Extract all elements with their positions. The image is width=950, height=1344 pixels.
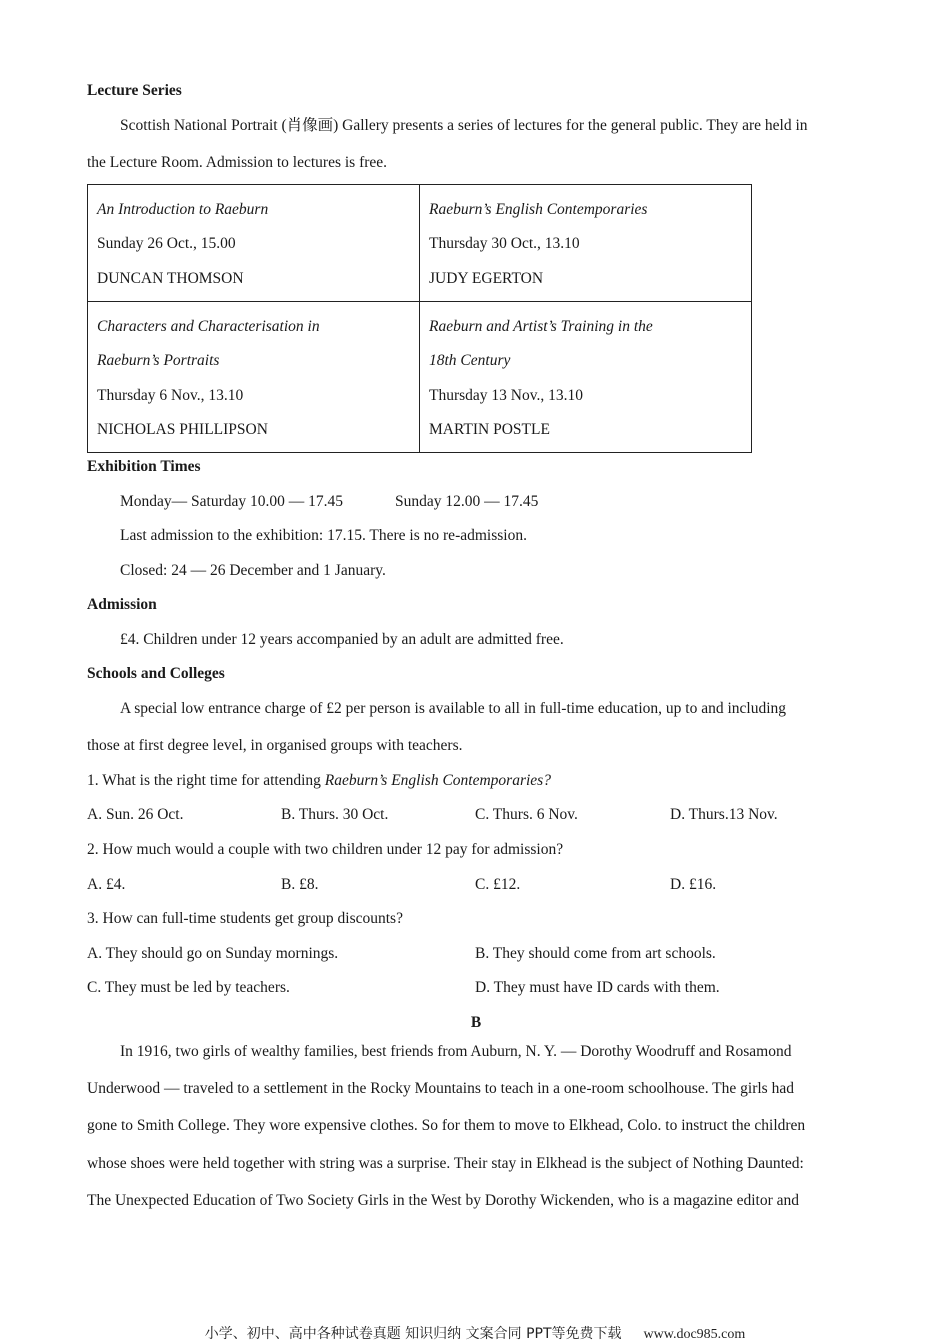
page-footer [0, 1323, 950, 1343]
lecture-intro-line-1: Scottish National Portrait (肖像画) Gallery presents a series of lectures for the general public. They are held in [120, 117, 808, 134]
lecture-title-cont: 18th Century [429, 352, 511, 369]
q2-option-a: A. £4. [87, 876, 126, 893]
exhibition-closed: Closed: 24 — 26 December and 1 January. [120, 562, 386, 579]
passage-line-1: In 1916, two girls of wealthy families, best friends from Auburn, N. Y. — Dorothy Woodruff and Rosamond [120, 1043, 792, 1060]
schools-line-2: those at first degree level, in organised groups with teachers. [87, 737, 463, 754]
q1-option-b: B. Thurs. 30 Oct. [281, 806, 389, 823]
lecture-speaker: NICHOLAS PHILLIPSON [97, 421, 268, 438]
lecture-title: Raeburn and Artist’s Training in the [429, 317, 653, 335]
lecture-cell [420, 302, 752, 453]
q1-option-a: A. Sun. 26 Oct. [87, 806, 184, 823]
section-b-heading: B [470, 1014, 482, 1031]
table-row [88, 185, 752, 302]
lecture-cell [420, 185, 752, 302]
schools-line-1: A special low entrance charge of £2 per person is available to all in full-time education, up to and including [120, 700, 787, 717]
lecture-cell [88, 185, 420, 302]
q3-option-a: A. They should go on Sunday mornings. [87, 945, 339, 962]
footer-text: 小学、初中、高中各种试卷真题 知识归纳 文案合同 PPT等免费下载 [204, 1326, 622, 1342]
q3-option-d: D. They must have ID cards with them. [475, 979, 720, 996]
lecture-speaker: MARTIN POSTLE [429, 421, 550, 438]
lecture-title: An Introduction to Raeburn [97, 200, 269, 218]
lecture-speaker: JUDY EGERTON [429, 269, 544, 287]
footer-url[interactable]: www.doc985.com [643, 1327, 746, 1342]
q3-option-b: B. They should come from art schools. [475, 945, 716, 962]
lecture-speaker: DUNCAN THOMSON [97, 269, 244, 287]
question-3: 3. How can full-time students get group discounts? [87, 910, 403, 927]
exhibition-last-admission: Last admission to the exhibition: 17.15. There is no re-admission. [120, 527, 527, 544]
q1-option-d: D. Thurs.13 Nov. [670, 806, 778, 823]
lecture-intro-line-2: the Lecture Room. Admission to lectures is free. [87, 154, 388, 171]
q3-option-c: C. They must be led by teachers. [87, 979, 290, 996]
q2-option-d: D. £16. [670, 876, 717, 893]
admission-text: £4. Children under 12 years accompanied by an adult are admitted free. [120, 631, 564, 648]
lecture-table [87, 184, 752, 453]
question-1 [87, 771, 551, 791]
q2-option-c: C. £12. [475, 876, 521, 893]
question-2: 2. How much would a couple with two children under 12 pay for admission? [87, 841, 564, 858]
passage-line-4: whose shoes were held together with string was a surprise. Their stay in Elkhead is the subject of Nothing Daunted: [87, 1155, 804, 1172]
schools-heading: Schools and Colleges [87, 665, 225, 682]
lecture-date: Thursday 30 Oct., 13.10 [429, 235, 580, 252]
table-row [88, 302, 752, 453]
exhibition-hours-weekday: Monday— Saturday 10.00 — 17.45 [120, 493, 344, 510]
passage-line-2: Underwood — traveled to a settlement in the Rocky Mountains to teach in a one-room schoolhouse. The girls had [87, 1080, 794, 1097]
q2-option-b: B. £8. [281, 876, 319, 893]
lecture-heading: Lecture Series [87, 82, 182, 99]
exhibition-hours-sunday: Sunday 12.00 — 17.45 [395, 493, 539, 510]
lecture-title-cont: Raeburn’s Portraits [97, 352, 220, 369]
lecture-title: Characters and Characterisation in [97, 317, 320, 335]
lecture-date: Thursday 6 Nov., 13.10 [97, 386, 244, 404]
passage-line-3: gone to Smith College. They wore expensive clothes. So for them to move to Elkhead, Colo. to instruct the children [87, 1117, 806, 1134]
question-1-text: 1. What is the right time for attending [87, 772, 325, 789]
question-1-italic: Raeburn’s English Contemporaries? [324, 772, 551, 789]
lecture-date: Sunday 26 Oct., 15.00 [97, 235, 236, 252]
q1-option-c: C. Thurs. 6 Nov. [475, 806, 578, 823]
passage-line-5: The Unexpected Education of Two Society Girls in the West by Dorothy Wickenden, who is a magazine editor and [87, 1192, 800, 1209]
admission-heading: Admission [87, 596, 157, 613]
exhibition-heading: Exhibition Times [87, 458, 201, 475]
lecture-title: Raeburn’s English Contemporaries [429, 200, 648, 218]
lecture-cell [88, 302, 420, 453]
lecture-date: Thursday 13 Nov., 13.10 [429, 386, 583, 404]
